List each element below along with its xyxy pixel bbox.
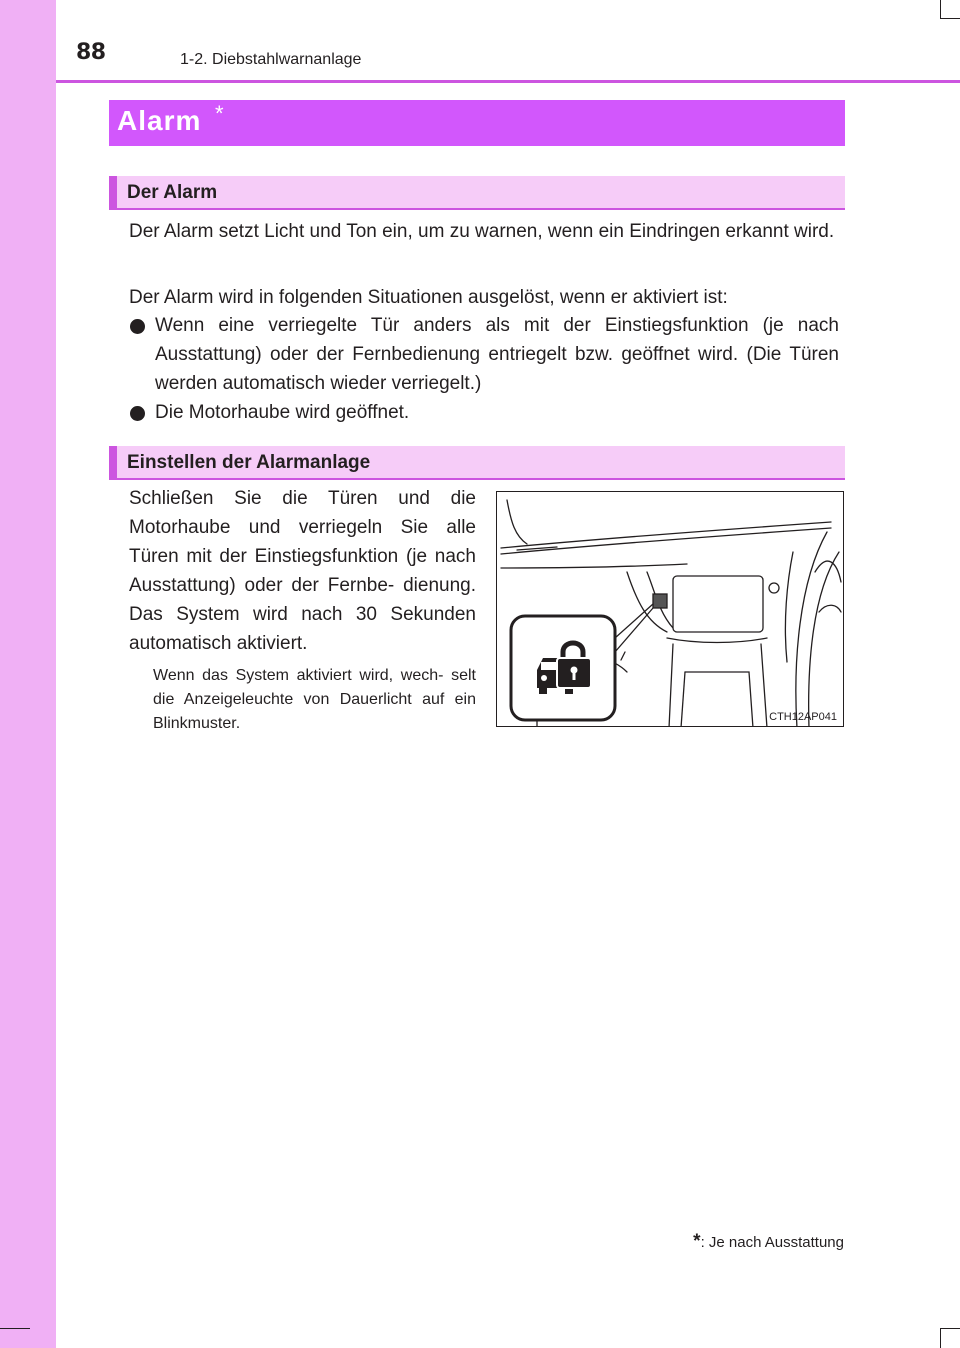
section-marker [109, 176, 117, 210]
page-title-bar [109, 100, 845, 146]
paragraph-note: Wenn das System aktiviert wird, wech- selt die Anzeigeleuchte von Dauerlicht auf ein Blinkmuster. [153, 667, 476, 732]
title-asterisk: * [215, 101, 224, 126]
crop-mark [940, 18, 960, 19]
dashboard-illustration [496, 491, 844, 727]
bullet-item: Die Motorhaube wird geöffnet. [155, 402, 410, 423]
paragraph-trigger: Der Alarm wird in folgenden Situationen ausgelöst, wenn er aktiviert ist: [129, 287, 728, 308]
header-divider [56, 80, 960, 83]
page-number: 88 [76, 40, 106, 65]
section-heading-alarm [109, 176, 845, 210]
paragraph-setting: Schließen Sie die Türen und die Motorhaube und verriegeln Sie alle Türen mit der Einstiegsfunktion (je nach Ausstattung) oder der Fernbe- dienung. Das System wird nach 30 Sekunden automatisch aktiviert. [129, 488, 476, 654]
footnote-text: : Je nach Ausstattung [700, 1234, 844, 1251]
paragraph-intro: Der Alarm setzt Licht und Ton ein, um zu warnen, wenn ein Eindringen erkannt wird. [129, 221, 835, 242]
footnote-asterisk: * [693, 1231, 701, 1252]
crop-mark [940, 1328, 960, 1329]
bullet-icon [130, 319, 145, 334]
section-heading-label: Der Alarm [127, 182, 218, 203]
footnote [693, 1231, 844, 1253]
bullet-item: Wenn eine verriegelte Tür anders als mit der Einstiegsfunktion (je nach Ausstattung) oder der Fernbedienung entriegelt bzw. geöffnet wird. (Die Türen werden automatisch wieder verriegelt.) [155, 315, 839, 394]
page-title: Alarm [117, 105, 202, 136]
crop-mark [940, 0, 941, 18]
section-heading-label: Einstellen der Alarmanlage [127, 452, 371, 473]
crop-mark [940, 1328, 941, 1348]
figure-code: CTH12AP041 [769, 711, 837, 723]
crop-mark [0, 1328, 30, 1329]
section-heading-setting [109, 446, 845, 480]
chapter-title: 1-2. Diebstahlwarnanlage [180, 51, 362, 68]
section-marker [109, 446, 117, 480]
side-strip [0, 0, 56, 1348]
dashboard-drawing [497, 492, 844, 727]
bullet-icon [130, 406, 145, 421]
